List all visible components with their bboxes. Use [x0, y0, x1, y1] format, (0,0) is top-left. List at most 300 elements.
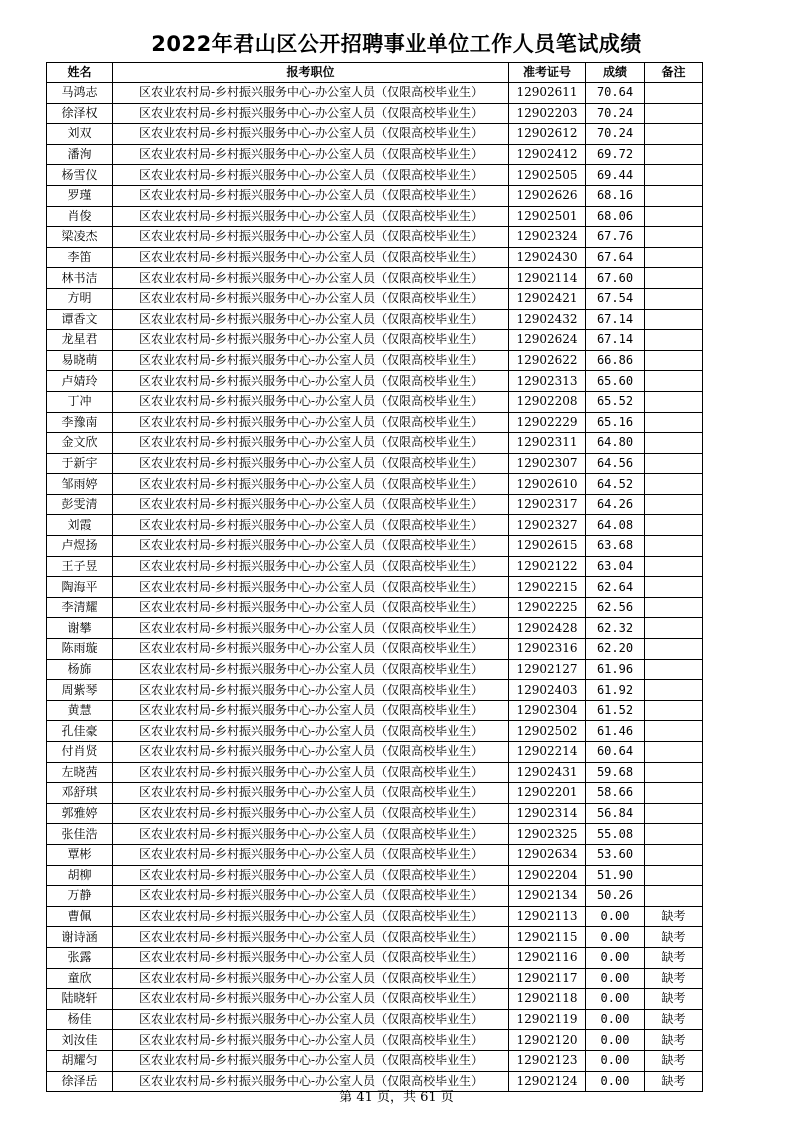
cell-position: 区农业农村局-乡村振兴服务中心-办公室人员（仅限高校毕业生）	[113, 330, 509, 351]
cell-exam-id: 12902626	[509, 185, 586, 206]
cell-name: 邹雨婷	[47, 474, 113, 495]
table-row	[47, 659, 703, 680]
table-row	[47, 391, 703, 412]
cell-note	[645, 103, 703, 124]
cell-position: 区农业农村局-乡村振兴服务中心-办公室人员（仅限高校毕业生）	[113, 1071, 509, 1092]
cell-note: 缺考	[645, 1030, 703, 1051]
cell-position: 区农业农村局-乡村振兴服务中心-办公室人员（仅限高校毕业生）	[113, 865, 509, 886]
cell-position: 区农业农村局-乡村振兴服务中心-办公室人员（仅限高校毕业生）	[113, 536, 509, 557]
cell-exam-id: 12902412	[509, 144, 586, 165]
cell-exam-id: 12902327	[509, 515, 586, 536]
table-row	[47, 721, 703, 742]
cell-name: 邓舒琪	[47, 783, 113, 804]
cell-note	[645, 762, 703, 783]
cell-score: 64.08	[586, 515, 645, 536]
cell-score: 62.32	[586, 618, 645, 639]
table-row	[47, 597, 703, 618]
cell-score: 69.72	[586, 144, 645, 165]
table-row	[47, 968, 703, 989]
cell-exam-id: 12902215	[509, 577, 586, 598]
cell-name: 覃彬	[47, 844, 113, 865]
cell-position: 区农业农村局-乡村振兴服务中心-办公室人员（仅限高校毕业生）	[113, 494, 509, 515]
cell-score: 51.90	[586, 865, 645, 886]
cell-position: 区农业农村局-乡村振兴服务中心-办公室人员（仅限高校毕业生）	[113, 803, 509, 824]
cell-note	[645, 144, 703, 165]
cell-name: 谢攀	[47, 618, 113, 639]
cell-exam-id: 12902134	[509, 886, 586, 907]
cell-note	[645, 556, 703, 577]
cell-score: 70.24	[586, 124, 645, 145]
table-row	[47, 227, 703, 248]
table-row	[47, 947, 703, 968]
cell-position: 区农业农村局-乡村振兴服务中心-办公室人员（仅限高校毕业生）	[113, 165, 509, 186]
cell-position: 区农业农村局-乡村振兴服务中心-办公室人员（仅限高校毕业生）	[113, 968, 509, 989]
cell-score: 64.80	[586, 433, 645, 454]
cell-note	[645, 247, 703, 268]
table-row	[47, 577, 703, 598]
cell-position: 区农业农村局-乡村振兴服务中心-办公室人员（仅限高校毕业生）	[113, 824, 509, 845]
cell-exam-id: 12902201	[509, 783, 586, 804]
cell-score: 63.68	[586, 536, 645, 557]
cell-score: 0.00	[586, 1050, 645, 1071]
cell-note	[645, 680, 703, 701]
cell-name: 李豫南	[47, 412, 113, 433]
table-row	[47, 927, 703, 948]
table-row	[47, 474, 703, 495]
cell-note	[645, 783, 703, 804]
cell-exam-id: 12902501	[509, 206, 586, 227]
cell-exam-id: 12902122	[509, 556, 586, 577]
cell-score: 50.26	[586, 886, 645, 907]
cell-score: 64.52	[586, 474, 645, 495]
cell-exam-id: 12902204	[509, 865, 586, 886]
cell-exam-id: 12902304	[509, 700, 586, 721]
table-row	[47, 412, 703, 433]
cell-position: 区农业农村局-乡村振兴服务中心-办公室人员（仅限高校毕业生）	[113, 288, 509, 309]
cell-position: 区农业农村局-乡村振兴服务中心-办公室人员（仅限高校毕业生）	[113, 391, 509, 412]
cell-score: 0.00	[586, 968, 645, 989]
cell-note	[645, 700, 703, 721]
cell-position: 区农业农村局-乡村振兴服务中心-办公室人员（仅限高校毕业生）	[113, 1009, 509, 1030]
cell-position: 区农业农村局-乡村振兴服务中心-办公室人员（仅限高校毕业生）	[113, 721, 509, 742]
cell-position: 区农业农村局-乡村振兴服务中心-办公室人员（仅限高校毕业生）	[113, 947, 509, 968]
cell-exam-id: 12902314	[509, 803, 586, 824]
cell-exam-id: 12902612	[509, 124, 586, 145]
cell-exam-id: 12902430	[509, 247, 586, 268]
cell-score: 60.64	[586, 742, 645, 763]
cell-exam-id: 12902229	[509, 412, 586, 433]
cell-score: 55.08	[586, 824, 645, 845]
cell-exam-id: 12902317	[509, 494, 586, 515]
cell-exam-id: 12902116	[509, 947, 586, 968]
cell-exam-id: 12902502	[509, 721, 586, 742]
cell-position: 区农业农村局-乡村振兴服务中心-办公室人员（仅限高校毕业生）	[113, 1030, 509, 1051]
table-row	[47, 206, 703, 227]
cell-position: 区农业农村局-乡村振兴服务中心-办公室人员（仅限高校毕业生）	[113, 185, 509, 206]
cell-name: 杨旆	[47, 659, 113, 680]
cell-score: 64.26	[586, 494, 645, 515]
cell-exam-id: 12902114	[509, 268, 586, 289]
cell-note	[645, 288, 703, 309]
table-body	[47, 83, 703, 1092]
cell-name: 陈雨璇	[47, 639, 113, 660]
table-row	[47, 783, 703, 804]
cell-name: 易晓萌	[47, 350, 113, 371]
table-row	[47, 103, 703, 124]
cell-exam-id: 12902622	[509, 350, 586, 371]
cell-exam-id: 12902124	[509, 1071, 586, 1092]
cell-exam-id: 12902611	[509, 83, 586, 104]
cell-name: 谢诗涵	[47, 927, 113, 948]
cell-score: 61.96	[586, 659, 645, 680]
table-row	[47, 83, 703, 104]
cell-name: 丁冲	[47, 391, 113, 412]
table-row	[47, 144, 703, 165]
table-row	[47, 453, 703, 474]
cell-name: 龙星君	[47, 330, 113, 351]
cell-exam-id: 12902127	[509, 659, 586, 680]
cell-note	[645, 886, 703, 907]
table-row	[47, 824, 703, 845]
cell-name: 罗瑾	[47, 185, 113, 206]
cell-position: 区农业农村局-乡村振兴服务中心-办公室人员（仅限高校毕业生）	[113, 700, 509, 721]
cell-note	[645, 515, 703, 536]
cell-exam-id: 12902615	[509, 536, 586, 557]
table-header-row	[47, 63, 703, 83]
cell-position: 区农业农村局-乡村振兴服务中心-办公室人员（仅限高校毕业生）	[113, 680, 509, 701]
cell-score: 53.60	[586, 844, 645, 865]
cell-name: 徐泽岳	[47, 1071, 113, 1092]
table-row	[47, 803, 703, 824]
cell-note	[645, 206, 703, 227]
cell-name: 周紫琴	[47, 680, 113, 701]
cell-score: 65.16	[586, 412, 645, 433]
table-row	[47, 309, 703, 330]
cell-position: 区农业农村局-乡村振兴服务中心-办公室人员（仅限高校毕业生）	[113, 371, 509, 392]
cell-name: 马鸿志	[47, 83, 113, 104]
cell-position: 区农业农村局-乡村振兴服务中心-办公室人员（仅限高校毕业生）	[113, 515, 509, 536]
cell-note	[645, 433, 703, 454]
table-row	[47, 886, 703, 907]
cell-exam-id: 12902307	[509, 453, 586, 474]
cell-note	[645, 618, 703, 639]
cell-name: 胡耀匀	[47, 1050, 113, 1071]
cell-exam-id: 12902203	[509, 103, 586, 124]
cell-exam-id: 12902208	[509, 391, 586, 412]
cell-name: 杨佳	[47, 1009, 113, 1030]
cell-position: 区农业农村局-乡村振兴服务中心-办公室人员（仅限高校毕业生）	[113, 886, 509, 907]
cell-note	[645, 659, 703, 680]
cell-position: 区农业农村局-乡村振兴服务中心-办公室人员（仅限高校毕业生）	[113, 453, 509, 474]
header-score: 成绩	[586, 63, 645, 83]
table-row	[47, 639, 703, 660]
cell-exam-id: 12902225	[509, 597, 586, 618]
cell-position: 区农业农村局-乡村振兴服务中心-办公室人员（仅限高校毕业生）	[113, 247, 509, 268]
cell-name: 张佳浩	[47, 824, 113, 845]
cell-exam-id: 12902610	[509, 474, 586, 495]
cell-position: 区农业农村局-乡村振兴服务中心-办公室人员（仅限高校毕业生）	[113, 124, 509, 145]
cell-position: 区农业农村局-乡村振兴服务中心-办公室人员（仅限高校毕业生）	[113, 659, 509, 680]
cell-name: 刘汝佳	[47, 1030, 113, 1051]
cell-exam-id: 12902118	[509, 989, 586, 1010]
cell-note: 缺考	[645, 927, 703, 948]
cell-note	[645, 803, 703, 824]
cell-position: 区农业农村局-乡村振兴服务中心-办公室人员（仅限高校毕业生）	[113, 206, 509, 227]
cell-note	[645, 721, 703, 742]
cell-note	[645, 844, 703, 865]
score-table	[46, 62, 703, 1092]
cell-exam-id: 12902325	[509, 824, 586, 845]
cell-name: 卢煜扬	[47, 536, 113, 557]
table-row	[47, 906, 703, 927]
cell-name: 郭雅婷	[47, 803, 113, 824]
cell-note	[645, 536, 703, 557]
cell-exam-id: 12902123	[509, 1050, 586, 1071]
cell-note	[645, 350, 703, 371]
cell-note	[645, 474, 703, 495]
cell-score: 0.00	[586, 927, 645, 948]
cell-position: 区农业农村局-乡村振兴服务中心-办公室人员（仅限高校毕业生）	[113, 227, 509, 248]
page-title: 2022年君山区公开招聘事业单位工作人员笔试成绩	[151, 32, 642, 56]
cell-score: 67.64	[586, 247, 645, 268]
cell-score: 0.00	[586, 1030, 645, 1051]
cell-name: 李笛	[47, 247, 113, 268]
cell-note: 缺考	[645, 1050, 703, 1071]
table-row	[47, 185, 703, 206]
cell-name: 曹佩	[47, 906, 113, 927]
cell-score: 56.84	[586, 803, 645, 824]
table-row	[47, 371, 703, 392]
cell-name: 于新宇	[47, 453, 113, 474]
cell-name: 杨雪仪	[47, 165, 113, 186]
table-row	[47, 124, 703, 145]
cell-score: 61.52	[586, 700, 645, 721]
table-row	[47, 1030, 703, 1051]
table-row	[47, 433, 703, 454]
cell-note	[645, 742, 703, 763]
cell-score: 67.14	[586, 330, 645, 351]
cell-position: 区农业农村局-乡村振兴服务中心-办公室人员（仅限高校毕业生）	[113, 927, 509, 948]
cell-note: 缺考	[645, 906, 703, 927]
cell-name: 陆晓轩	[47, 989, 113, 1010]
cell-score: 63.04	[586, 556, 645, 577]
cell-score: 0.00	[586, 989, 645, 1010]
cell-score: 68.16	[586, 185, 645, 206]
cell-note	[645, 330, 703, 351]
cell-exam-id: 12902505	[509, 165, 586, 186]
cell-note	[645, 165, 703, 186]
cell-name: 左晓茜	[47, 762, 113, 783]
table-row	[47, 989, 703, 1010]
cell-note	[645, 412, 703, 433]
cell-name: 金文欣	[47, 433, 113, 454]
cell-note: 缺考	[645, 1009, 703, 1030]
cell-position: 区农业农村局-乡村振兴服务中心-办公室人员（仅限高校毕业生）	[113, 844, 509, 865]
table-row	[47, 268, 703, 289]
table-row	[47, 165, 703, 186]
cell-exam-id: 12902403	[509, 680, 586, 701]
cell-score: 0.00	[586, 947, 645, 968]
cell-score: 69.44	[586, 165, 645, 186]
cell-position: 区农业农村局-乡村振兴服务中心-办公室人员（仅限高校毕业生）	[113, 83, 509, 104]
cell-name: 李清耀	[47, 597, 113, 618]
cell-name: 彭雯清	[47, 494, 113, 515]
table-row	[47, 865, 703, 886]
table-row	[47, 762, 703, 783]
cell-position: 区农业农村局-乡村振兴服务中心-办公室人员（仅限高校毕业生）	[113, 762, 509, 783]
cell-position: 区农业农村局-乡村振兴服务中心-办公室人员（仅限高校毕业生）	[113, 618, 509, 639]
cell-position: 区农业农村局-乡村振兴服务中心-办公室人员（仅限高校毕业生）	[113, 309, 509, 330]
cell-score: 58.66	[586, 783, 645, 804]
cell-name: 肖俊	[47, 206, 113, 227]
table-row	[47, 1050, 703, 1071]
cell-score: 70.24	[586, 103, 645, 124]
cell-exam-id: 12902119	[509, 1009, 586, 1030]
cell-note	[645, 391, 703, 412]
cell-name: 谭香文	[47, 309, 113, 330]
cell-score: 64.56	[586, 453, 645, 474]
cell-name: 梁凌杰	[47, 227, 113, 248]
cell-exam-id: 12902113	[509, 906, 586, 927]
table-row	[47, 494, 703, 515]
cell-exam-id: 12902117	[509, 968, 586, 989]
cell-note: 缺考	[645, 947, 703, 968]
cell-position: 区农业农村局-乡村振兴服务中心-办公室人员（仅限高校毕业生）	[113, 1050, 509, 1071]
cell-name: 胡柳	[47, 865, 113, 886]
cell-score: 67.76	[586, 227, 645, 248]
cell-score: 62.20	[586, 639, 645, 660]
table-row	[47, 618, 703, 639]
cell-score: 0.00	[586, 1009, 645, 1030]
cell-note	[645, 639, 703, 660]
cell-name: 陶海平	[47, 577, 113, 598]
cell-position: 区农业农村局-乡村振兴服务中心-办公室人员（仅限高校毕业生）	[113, 144, 509, 165]
cell-name: 刘霞	[47, 515, 113, 536]
table-row	[47, 288, 703, 309]
cell-score: 67.14	[586, 309, 645, 330]
cell-note	[645, 309, 703, 330]
cell-note	[645, 453, 703, 474]
cell-note	[645, 124, 703, 145]
cell-note	[645, 865, 703, 886]
cell-position: 区农业农村局-乡村振兴服务中心-办公室人员（仅限高校毕业生）	[113, 783, 509, 804]
cell-position: 区农业农村局-乡村振兴服务中心-办公室人员（仅限高校毕业生）	[113, 350, 509, 371]
cell-score: 65.60	[586, 371, 645, 392]
cell-exam-id: 12902634	[509, 844, 586, 865]
cell-score: 67.60	[586, 268, 645, 289]
cell-position: 区农业农村局-乡村振兴服务中心-办公室人员（仅限高校毕业生）	[113, 597, 509, 618]
cell-name: 孔佳豪	[47, 721, 113, 742]
cell-score: 0.00	[586, 1071, 645, 1092]
cell-score: 61.46	[586, 721, 645, 742]
cell-note	[645, 577, 703, 598]
cell-name: 卢婧玲	[47, 371, 113, 392]
table-row	[47, 350, 703, 371]
cell-name: 林书洁	[47, 268, 113, 289]
table-row	[47, 844, 703, 865]
header-note: 备注	[645, 63, 703, 83]
header-name: 姓名	[47, 63, 113, 83]
table-row	[47, 742, 703, 763]
cell-position: 区农业农村局-乡村振兴服务中心-办公室人员（仅限高校毕业生）	[113, 906, 509, 927]
cell-exam-id: 12902214	[509, 742, 586, 763]
cell-note	[645, 227, 703, 248]
cell-note	[645, 597, 703, 618]
cell-position: 区农业农村局-乡村振兴服务中心-办公室人员（仅限高校毕业生）	[113, 103, 509, 124]
cell-position: 区农业农村局-乡村振兴服务中心-办公室人员（仅限高校毕业生）	[113, 433, 509, 454]
cell-exam-id: 12902624	[509, 330, 586, 351]
cell-position: 区农业农村局-乡村振兴服务中心-办公室人员（仅限高校毕业生）	[113, 577, 509, 598]
cell-note	[645, 824, 703, 845]
table-row	[47, 556, 703, 577]
cell-exam-id: 12902120	[509, 1030, 586, 1051]
cell-position: 区农业农村局-乡村振兴服务中心-办公室人员（仅限高校毕业生）	[113, 639, 509, 660]
cell-name: 王子昱	[47, 556, 113, 577]
cell-name: 潘洵	[47, 144, 113, 165]
table-row	[47, 700, 703, 721]
cell-position: 区农业农村局-乡村振兴服务中心-办公室人员（仅限高校毕业生）	[113, 742, 509, 763]
page-footer: 第 41 页，共 61 页	[339, 1090, 454, 1105]
cell-note	[645, 371, 703, 392]
cell-name: 方明	[47, 288, 113, 309]
cell-name: 刘双	[47, 124, 113, 145]
cell-note	[645, 185, 703, 206]
cell-score: 59.68	[586, 762, 645, 783]
cell-score: 66.86	[586, 350, 645, 371]
cell-score: 61.92	[586, 680, 645, 701]
cell-exam-id: 12902428	[509, 618, 586, 639]
cell-score: 65.52	[586, 391, 645, 412]
cell-score: 62.64	[586, 577, 645, 598]
cell-note	[645, 268, 703, 289]
header-position: 报考职位	[113, 63, 509, 83]
cell-name: 童欣	[47, 968, 113, 989]
cell-exam-id: 12902313	[509, 371, 586, 392]
table-row	[47, 680, 703, 701]
cell-score: 70.64	[586, 83, 645, 104]
cell-score: 62.56	[586, 597, 645, 618]
cell-name: 付肖贤	[47, 742, 113, 763]
cell-position: 区农业农村局-乡村振兴服务中心-办公室人员（仅限高校毕业生）	[113, 474, 509, 495]
cell-name: 徐泽权	[47, 103, 113, 124]
cell-exam-id: 12902431	[509, 762, 586, 783]
cell-note	[645, 83, 703, 104]
table-row	[47, 1009, 703, 1030]
cell-position: 区农业农村局-乡村振兴服务中心-办公室人员（仅限高校毕业生）	[113, 556, 509, 577]
cell-score: 67.54	[586, 288, 645, 309]
cell-exam-id: 12902311	[509, 433, 586, 454]
cell-name: 张露	[47, 947, 113, 968]
table-row	[47, 330, 703, 351]
cell-note: 缺考	[645, 968, 703, 989]
cell-position: 区农业农村局-乡村振兴服务中心-办公室人员（仅限高校毕业生）	[113, 412, 509, 433]
table-row	[47, 247, 703, 268]
table-row	[47, 515, 703, 536]
cell-score: 68.06	[586, 206, 645, 227]
cell-note	[645, 494, 703, 515]
cell-exam-id: 12902432	[509, 309, 586, 330]
cell-name: 万静	[47, 886, 113, 907]
cell-note: 缺考	[645, 989, 703, 1010]
cell-exam-id: 12902316	[509, 639, 586, 660]
header-exam-id: 准考证号	[509, 63, 586, 83]
cell-position: 区农业农村局-乡村振兴服务中心-办公室人员（仅限高校毕业生）	[113, 268, 509, 289]
cell-exam-id: 12902115	[509, 927, 586, 948]
table-row	[47, 536, 703, 557]
cell-position: 区农业农村局-乡村振兴服务中心-办公室人员（仅限高校毕业生）	[113, 989, 509, 1010]
cell-exam-id: 12902421	[509, 288, 586, 309]
cell-name: 黄慧	[47, 700, 113, 721]
